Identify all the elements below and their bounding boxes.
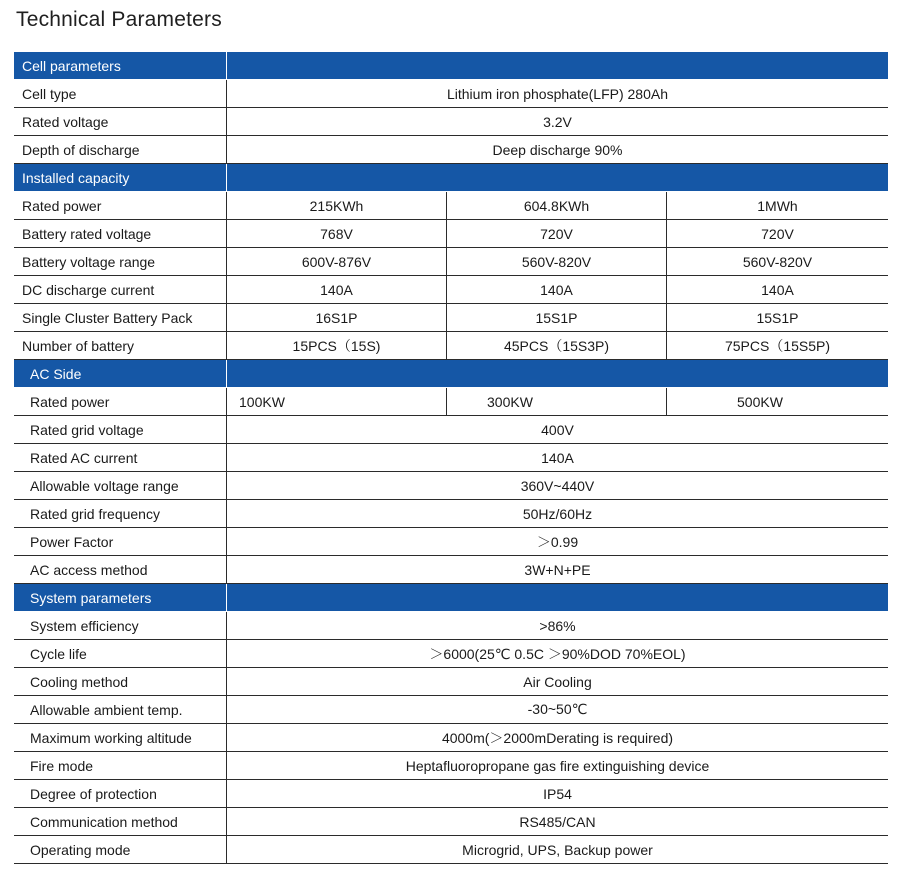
row-value: -30~50℃ [527,701,588,717]
row-label: Rated AC current [14,444,227,471]
row-value: 215KWh [227,192,447,219]
row-value: 15S1P [447,304,667,331]
table-row [14,248,888,276]
row-label: Depth of discharge [14,136,227,163]
row-value: 560V-820V [447,248,667,275]
table-row [14,528,888,556]
technical-parameters-table [14,52,888,864]
table-row [14,192,888,220]
row-label: Cycle life [14,640,227,667]
row-label: Communication method [14,808,227,835]
table-row [14,696,888,724]
section-header-installed-capacity [14,164,888,192]
row-label: Battery voltage range [14,248,227,275]
row-label: Rated grid voltage [14,416,227,443]
row-label: Battery rated voltage [14,220,227,247]
table-row [14,472,888,500]
row-label: System efficiency [14,612,227,639]
row-label: Rated grid frequency [14,500,227,527]
row-value: 140A [447,276,667,303]
row-label: Single Cluster Battery Pack [14,304,227,331]
row-value: Lithium iron phosphate(LFP) 280Ah [446,85,669,102]
row-label: DC discharge current [14,276,227,303]
row-value: Air Cooling [523,673,592,690]
row-value: 500KW [737,393,783,410]
row-label: Rated voltage [14,108,227,135]
table-row [14,500,888,528]
row-label: Cell type [14,80,227,107]
table-row [14,332,888,360]
row-label: Degree of protection [14,780,227,807]
row-value: 600V-876V [227,248,447,275]
row-value: 140A [541,449,574,466]
row-value: Deep discharge 90% [492,141,623,158]
row-value: Microgrid, UPS, Backup power [462,841,653,858]
row-value: 1MWh [757,197,798,214]
row-value: 100KW [227,388,447,415]
row-value: 140A [227,276,447,303]
table-row [14,444,888,472]
row-value: IP54 [543,785,572,802]
row-value: 15PCS（15S) [227,332,447,359]
page-title: Technical Parameters [16,8,222,31]
section-title: AC Side [14,360,227,387]
row-label: Cooling method [14,668,227,695]
row-value: 560V-820V [742,253,813,270]
row-value: 75PCS（15S5P) [724,337,831,354]
table-row [14,752,888,780]
table-row [14,276,888,304]
row-value: 300KW [447,388,667,415]
table-row [14,836,888,864]
row-value: 50Hz/60Hz [522,505,593,522]
table-row [14,108,888,136]
table-row [14,780,888,808]
table-row [14,136,888,164]
table-row [14,556,888,584]
row-value: 45PCS（15S3P) [447,332,667,359]
row-value: 140A [761,281,794,298]
row-value: 15S1P [756,309,799,326]
row-label: Rated power [14,192,227,219]
row-value: 720V [761,225,794,242]
row-label: Maximum working altitude [14,724,227,751]
section-header-system-parameters [14,584,888,612]
row-value: 360V~440V [520,477,595,494]
table-row [14,668,888,696]
row-value: ＞0.99 [536,533,579,550]
table-row [14,612,888,640]
row-value: Heptafluoropropane gas fire extinguishing device [405,757,710,774]
section-title: Installed capacity [14,164,227,191]
table-row [14,304,888,332]
table-row [14,220,888,248]
row-value: 16S1P [227,304,447,331]
table-row [14,640,888,668]
row-label: Allowable ambient temp. [14,696,227,723]
section-header-cell-parameters [14,52,888,80]
table-row [14,724,888,752]
table-row [14,808,888,836]
row-label: AC access method [14,556,227,583]
row-label: Power Factor [14,528,227,555]
section-title: System parameters [14,584,227,611]
row-label: Fire mode [14,752,227,779]
row-label: Allowable voltage range [14,472,227,499]
table-row [14,416,888,444]
row-value: 3W+N+PE [524,561,591,578]
row-value: 768V [227,220,447,247]
row-label: Rated power [14,388,227,415]
row-value: 604.8KWh [447,192,667,219]
row-label: Number of battery [14,332,227,359]
row-value: ＞6000(25℃ 0.5C ＞90%DOD 70%EOL) [429,645,686,662]
row-label: Operating mode [14,836,227,863]
table-row [14,80,888,108]
row-value: 4000m(＞2000mDerating is required) [441,729,674,746]
row-value: 400V [541,421,574,438]
row-value: >86% [539,617,576,634]
section-title: Cell parameters [14,52,227,79]
row-value: 3.2V [543,113,572,130]
section-header-ac-side [14,360,888,388]
table-row [14,388,888,416]
row-value: RS485/CAN [519,813,596,830]
row-value: 720V [447,220,667,247]
